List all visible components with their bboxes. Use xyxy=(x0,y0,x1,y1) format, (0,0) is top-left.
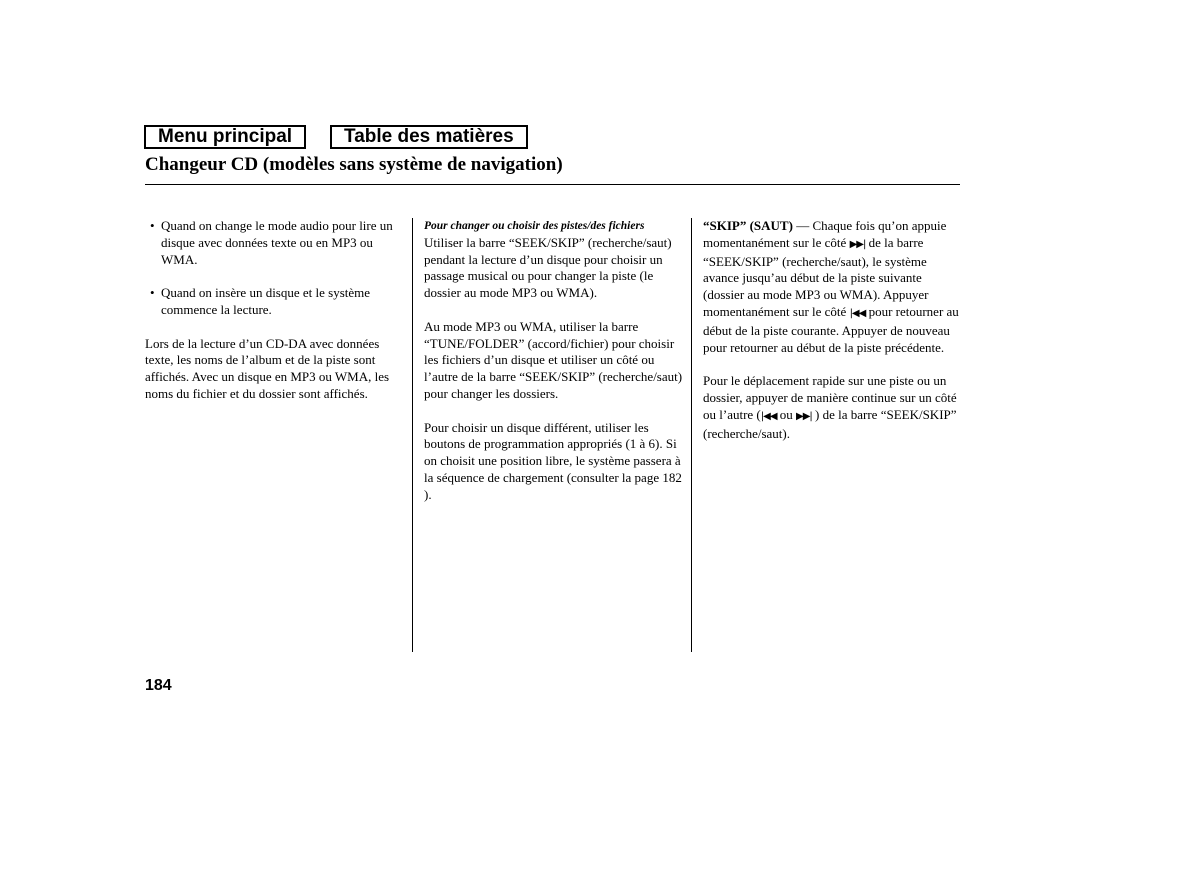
tune-folder-paragraph: Au mode MP3 ou WMA, utiliser la barre “TUNE/FOLDER” (accord/fichier) pour choisir les fichiers d’un disque et utiliser un côté ou l’autre de la barre “SEEK/SKIP” (recherche/saut) pour changer les dossiers. xyxy=(424,318,683,401)
skip-text-a: — Chaque fois qu’on appuie momentanément sur le côté xyxy=(703,218,947,250)
bullet-text: Quand on insère un disque et le système commence la lecture. xyxy=(161,285,371,317)
seek-skip-paragraph: Utiliser la barre “SEEK/SKIP” (recherche/saut) pendant la lecture d’un disque pour choisir un passage musical ou pour changer la piste (le dossier au mode MP3 ou WMA). xyxy=(424,234,672,301)
fast-move-text-a: Pour le déplacement rapide sur une piste ou un dossier, appuyer de manière continue sur un côté ou l’autre ( xyxy=(703,373,957,422)
skip-paragraph xyxy=(703,218,963,356)
fast-move-paragraph xyxy=(703,373,963,442)
list-item xyxy=(145,218,400,268)
cd-text-paragraph: Lors de la lecture d’un CD-DA avec données texte, les noms de l’album et de la piste sont affichés. Avec un disque en MP3 ou WMA, les noms du fichier et du dossier sont affichés. xyxy=(145,335,390,401)
skip-next-icon: ▶▶| xyxy=(849,238,866,250)
list-item xyxy=(145,285,400,319)
column-divider-2 xyxy=(691,218,692,652)
skip-text-c: pour retourner au début de la piste courante. Appuyer de nouveau pour retourner au début de la piste précédente. xyxy=(703,303,959,355)
bullet-icon: • xyxy=(150,285,155,301)
skip-label: “SKIP” (SAUT) xyxy=(703,218,793,233)
disc-select-paragraph: Pour choisir un disque différent, utiliser les boutons de programmation appropriés (1 à 6). Si on choisit une position libre, le système passera à la séquence de chargement (consulter la page 182 ). xyxy=(424,419,682,502)
column-divider-1 xyxy=(412,218,413,652)
menu-principal-button[interactable]: Menu principal xyxy=(144,125,306,149)
page-title: Changeur CD (modèles sans système de navigation) xyxy=(145,154,563,175)
column-left xyxy=(145,218,400,420)
section-heading: Pour changer ou choisir des pistes/des fichiers xyxy=(424,220,645,232)
skip-next-icon: ▶▶| xyxy=(796,410,812,422)
fast-move-text-c: ) de la barre “SEEK/SKIP” (recherche/saut). xyxy=(703,406,957,441)
page-number: 184 xyxy=(145,677,172,694)
column-right xyxy=(703,218,963,459)
skip-previous-icon: |◀◀ xyxy=(849,307,866,319)
bullet-text: Quand on change le mode audio pour lire un disque avec données texte ou en MP3 ou WMA. xyxy=(161,218,393,267)
skip-text-b: de la barre “SEEK/SKIP” (recherche/saut), le système avance jusqu’au début de la piste suivante (dossier au mode MP3 ou WMA). Appuyer momentanément sur le côté xyxy=(703,234,929,319)
column-middle xyxy=(424,218,684,520)
header-divider xyxy=(145,184,960,185)
bullet-icon: • xyxy=(150,218,155,233)
table-des-matieres-button[interactable]: Table des matières xyxy=(330,125,528,149)
skip-previous-icon: |◀◀ xyxy=(760,410,777,422)
fast-move-text-b: ou xyxy=(776,406,797,422)
